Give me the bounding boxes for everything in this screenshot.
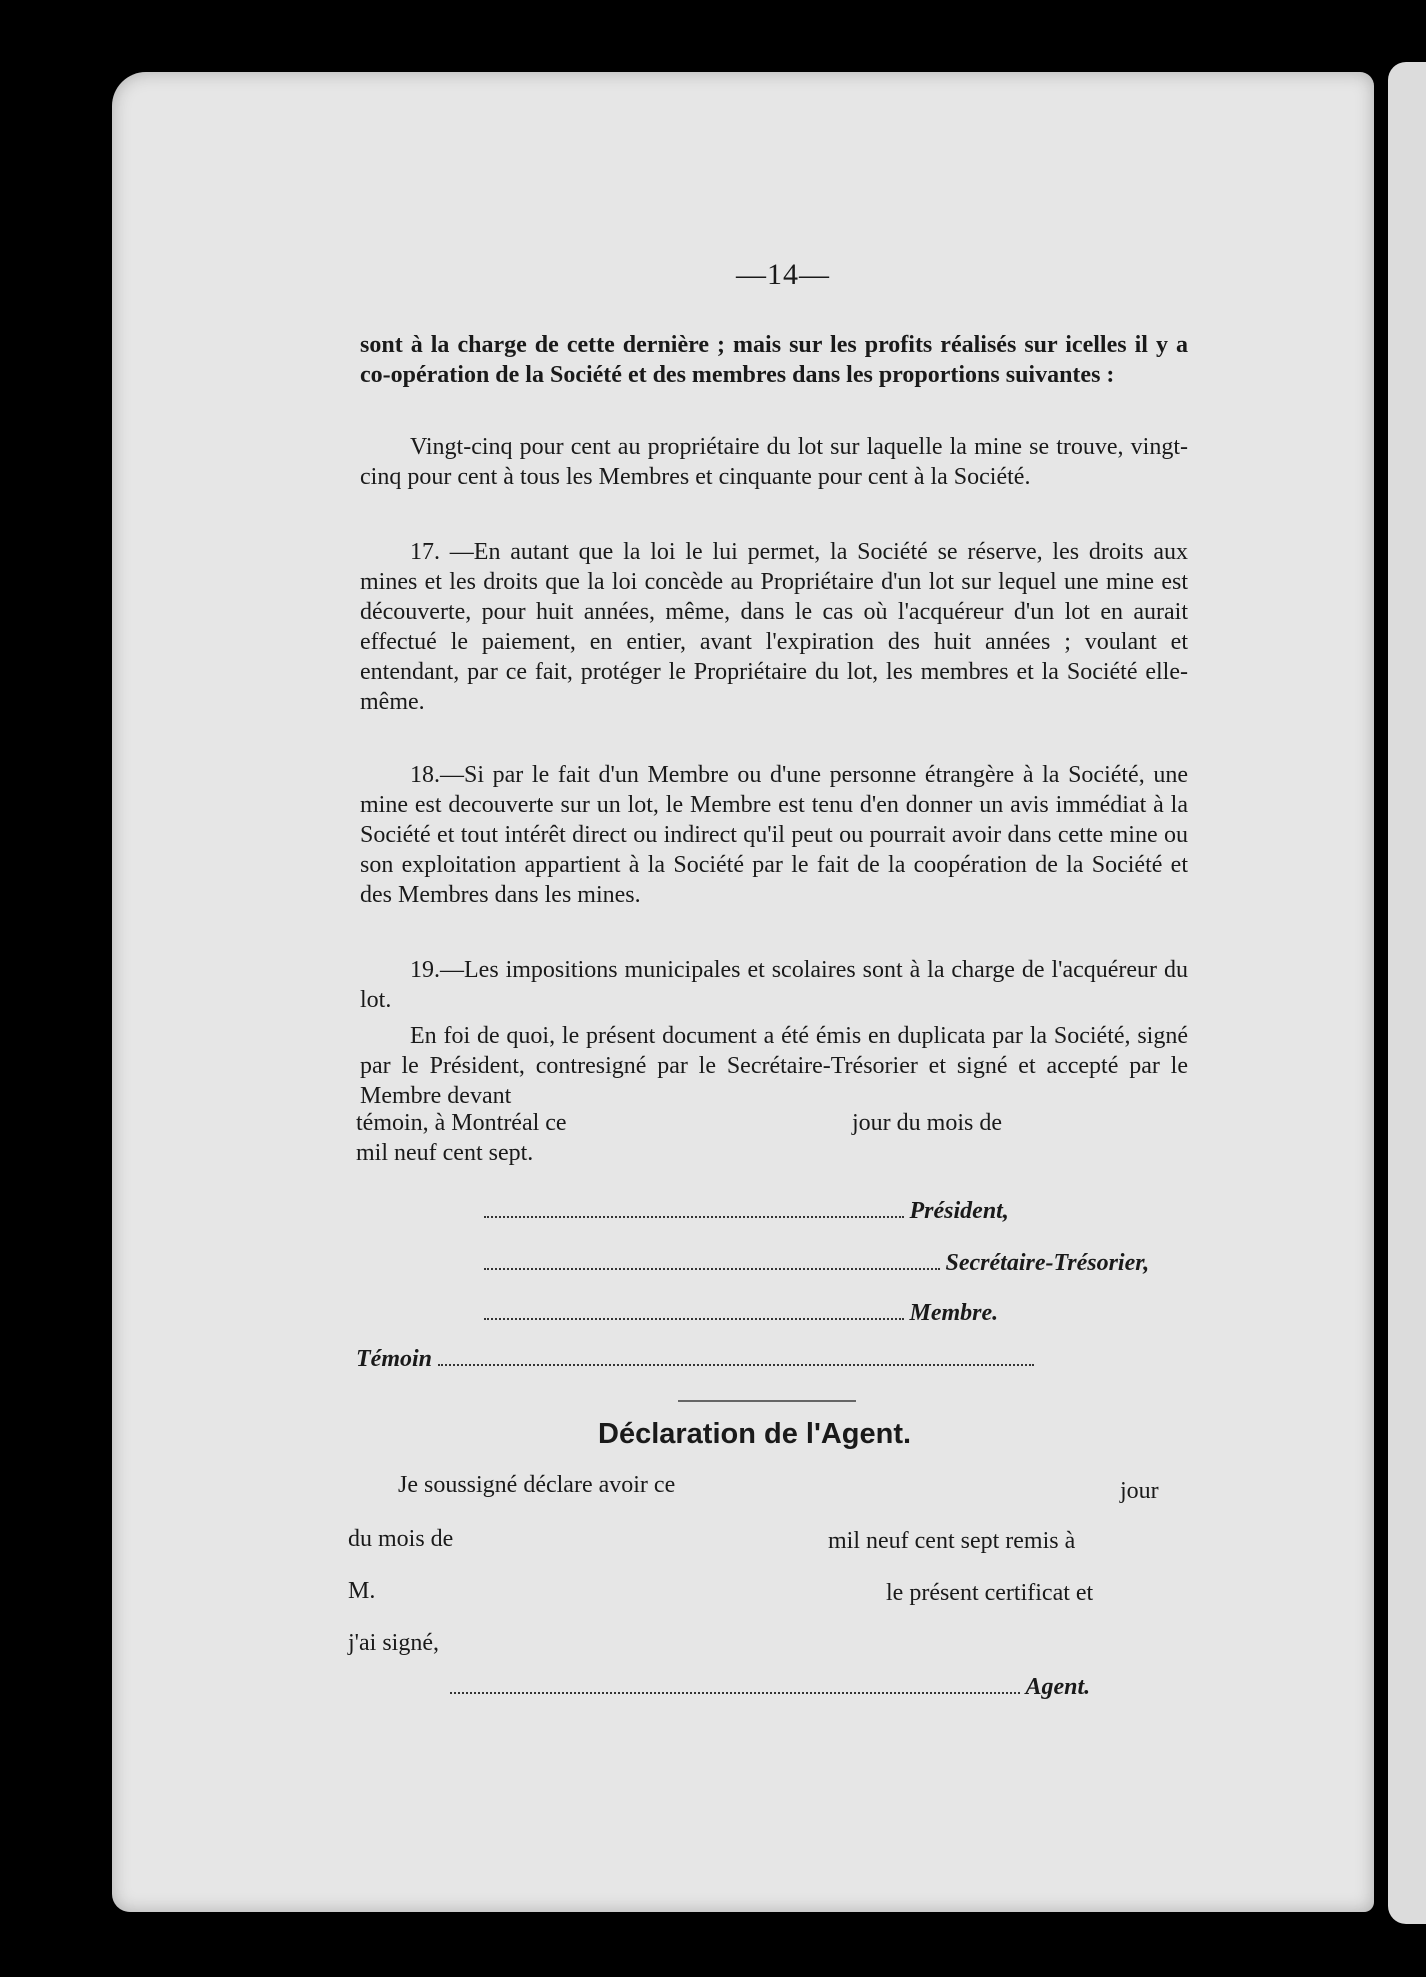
witness-paragraph: En foi de quoi, le présent document a été émis en duplicata par la Société, signé par le Président, contresigné par le Secrétaire-Trésorier et signé et accepté par le Membre devant <box>360 1023 1188 1109</box>
secretary-label: Secrétaire-Trésorier, <box>945 1250 1150 1276</box>
member-label: Membre. <box>909 1300 999 1326</box>
next-page-edge <box>1388 62 1426 1924</box>
witness-signature-line <box>356 1344 1034 1373</box>
declaration-title: Déclaration de l'Agent. <box>598 1418 912 1450</box>
signature-dots <box>450 1672 1020 1694</box>
article-19: 19.—Les impositions municipales et scolaires sont à la charge de l'acquéreur du lot. <box>360 957 1188 1013</box>
declaration-line3-left: M. <box>348 1578 376 1604</box>
article-17: 17. —En autant que la loi le lui permet, la Société se réserve, les droits aux mines et les droits que la loi concède au Propriétaire d'un lot sur lequel une mine est découverte, pour huit années, même, dans le cas où l'acquéreur d'un lot en aurait effectué le paiement, en entier, avant l'expiration des huit années ; voulant et entendant, par ce fait, protéger le Propriétaire du lot, les membres et la Société elle-même. <box>360 539 1188 715</box>
agent-signature-line <box>450 1672 1090 1701</box>
declaration-line2-left: du mois de <box>348 1526 454 1552</box>
paragraph-proportions: Vingt-cinq pour cent au propriétaire du lot sur laquelle la mine se trouve, vingt-cinq pour cent à tous les Membres et cinquante pour cent à la Société. <box>360 434 1188 490</box>
witness-location: témoin, à Montréal ce <box>356 1110 567 1136</box>
member-signature-line <box>484 1298 998 1327</box>
signature-dots <box>438 1344 1034 1366</box>
declaration-line1-left: Je soussigné déclare avoir ce <box>398 1472 676 1498</box>
page-number: —14— <box>736 258 830 291</box>
declaration-line4: j'ai signé, <box>348 1630 439 1656</box>
signature-dots <box>484 1196 904 1218</box>
signature-dots <box>484 1248 940 1270</box>
section-divider <box>678 1400 856 1402</box>
signature-dots <box>484 1298 904 1320</box>
agent-label: Agent. <box>1025 1674 1091 1700</box>
president-signature-line <box>484 1196 1009 1225</box>
witness-label: Témoin <box>356 1346 432 1372</box>
president-label: Président, <box>909 1198 1009 1224</box>
article-18: 18.—Si par le fait d'un Membre ou d'une personne étrangère à la Société, une mine est decouverte sur un lot, le Membre est tenu d'en donner un avis immédiat à la Société et tout intérêt direct ou indirect qu'il peut ou pourrait avoir dans cette mine ou son exploitation appartient à la Société par le fait de la coopération de la Société et des Membres dans les mines. <box>360 762 1188 908</box>
witness-year: mil neuf cent sept. <box>356 1140 534 1166</box>
paragraph-continuation: sont à la charge de cette dernière ; mais sur les profits réalisés sur icelles il y a co-opération de la Société et des membres dans les proportions suivantes : <box>360 332 1188 388</box>
secretary-signature-line <box>484 1248 1149 1277</box>
witness-day-month: jour du mois de <box>852 1110 1002 1136</box>
declaration-line3-right: le présent certificat et <box>886 1580 1094 1606</box>
declaration-line2-right: mil neuf cent sept remis à <box>828 1528 1076 1554</box>
declaration-line1-right: jour <box>1120 1478 1159 1504</box>
